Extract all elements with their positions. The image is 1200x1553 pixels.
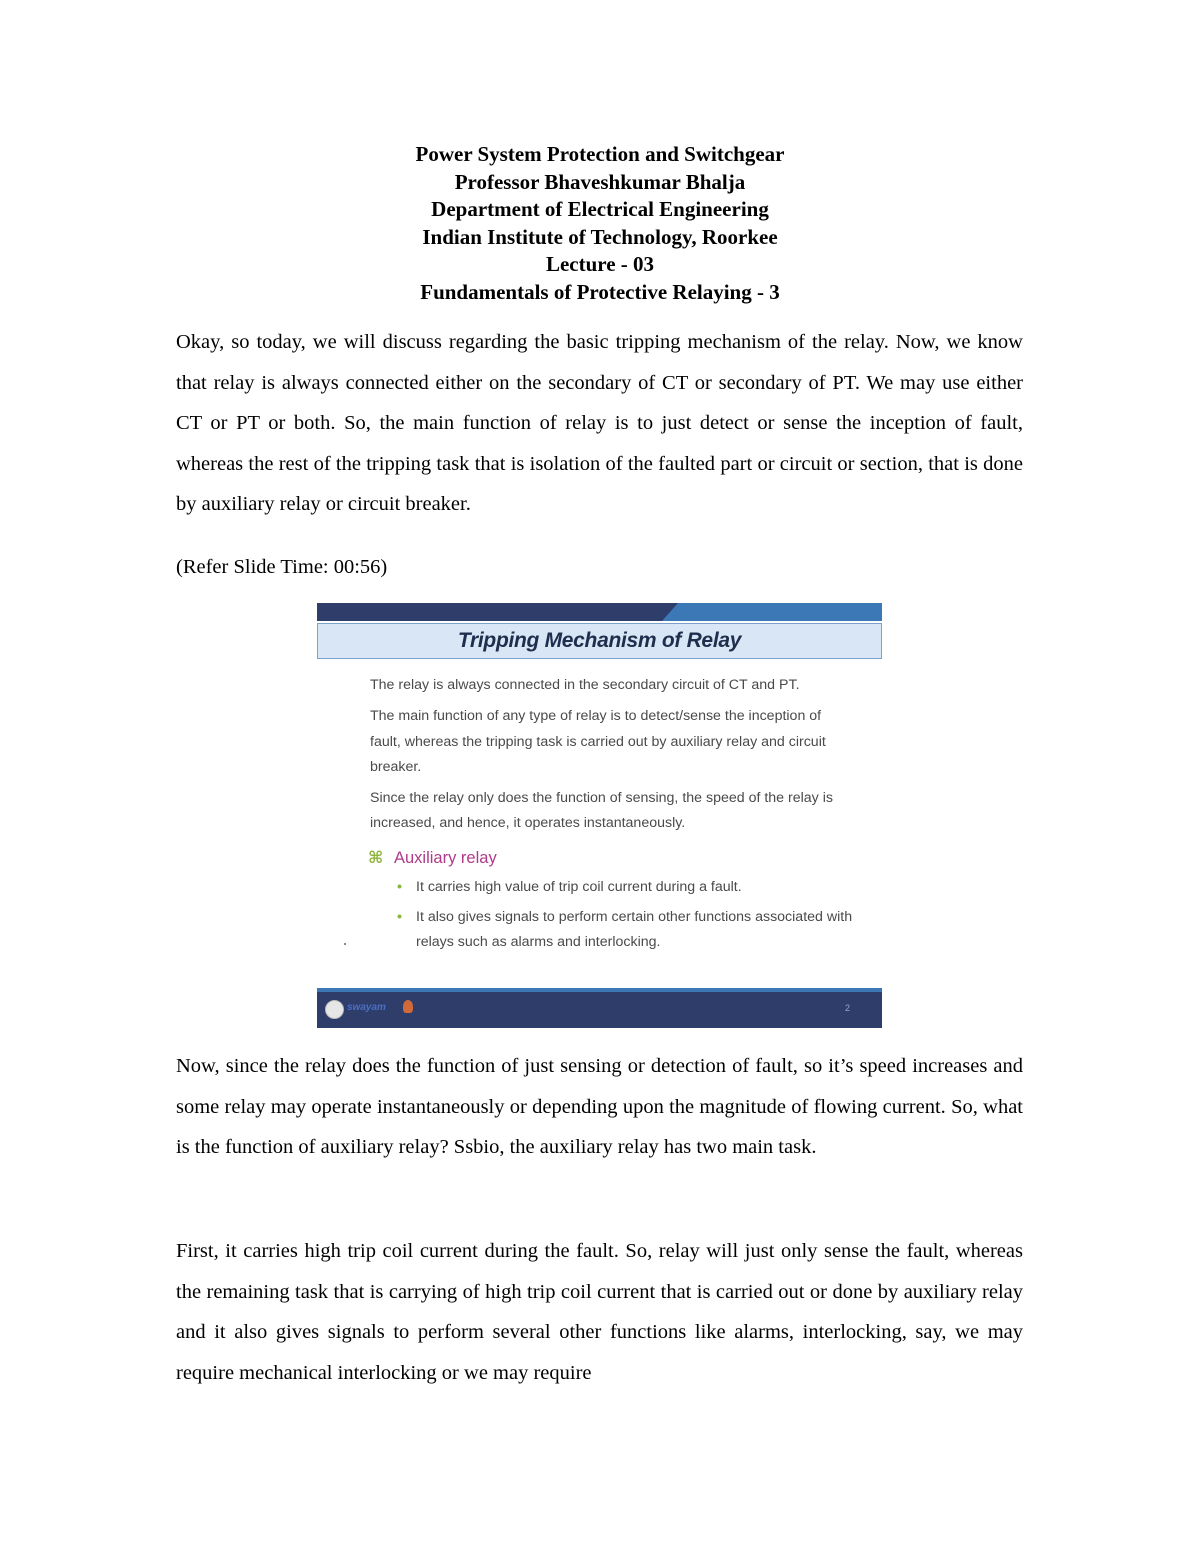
list-item xyxy=(397,905,855,956)
list-item xyxy=(397,875,855,900)
slide-footer xyxy=(317,988,882,1028)
department-name: Department of Electrical Engineering xyxy=(431,197,769,221)
auxiliary-point: It also gives signals to perform certain other functions associated with relays such as alarms and interlocking. xyxy=(416,909,853,951)
lamp-logo-icon xyxy=(403,1000,413,1013)
stray-dot xyxy=(344,943,346,945)
auxiliary-relay-list xyxy=(370,875,855,956)
slide-point: Since the relay only does the function of sensing, the speed of the relay is increased, and hence, it operates instantaneously. xyxy=(370,790,833,832)
bullet-icon: • xyxy=(397,909,402,926)
command-key-icon: ⌘ xyxy=(368,848,384,867)
auxiliary-point: It carries high value of trip coil current during a fault. xyxy=(416,878,742,895)
transcript-paragraph: Okay, so today, we will discuss regarding the basic tripping mechanism of the relay. Now, we know that relay is always connected either on the secondary of CT or secondary of PT. We may use either CT or PT or both. So, the main function of relay is to just detect or sense the inception of fault, whereas the rest of the tripping task that is isolation of the faulted part or circuit or section, that is done by auxiliary relay or circuit breaker. xyxy=(176,331,1023,516)
slide-top-bar-accent xyxy=(662,603,882,621)
slide-point: The main function of any type of relay is to detect/sense the inception of fault, whereas the tripping task is carried out by auxiliary relay and circuit breaker. xyxy=(370,708,826,775)
transcript-paragraph: Now, since the relay does the function of just sensing or detection of fault, so it’s speed increases and some relay may operate instantaneously or depending upon the magnitude of flowing current. So, what is the function of auxiliary relay? Ssbio, the auxiliary relay has two main task. xyxy=(176,1055,1023,1159)
slide-body xyxy=(370,673,855,961)
course-title: Power System Protection and Switchgear xyxy=(415,142,785,166)
slide-title-bar xyxy=(317,623,882,659)
lecture-number: Lecture - 03 xyxy=(545,252,655,276)
institute-name: Indian Institute of Technology, Roorkee xyxy=(422,224,778,249)
auxiliary-relay-label: Auxiliary relay xyxy=(394,848,497,867)
slide-footer-line xyxy=(317,988,882,992)
document-header xyxy=(0,141,1200,306)
lecture-topic: Fundamentals of Protective Relaying - 3 xyxy=(420,279,780,304)
institute-logo-icon xyxy=(325,1000,344,1019)
refer-slide-time: (Refer Slide Time: 00:56) xyxy=(176,556,388,578)
auxiliary-relay-heading xyxy=(370,845,855,871)
transcript-paragraph: First, it carries high trip coil current during the fault. So, relay will just only sense the fault, whereas the remaining task that is carrying of high trip coil current that is carried out or done by auxiliary relay and it also gives signals to perform several other functions like alarms, interlocking, say, we may require mechanical interlocking or we may require xyxy=(176,1240,1023,1384)
lecture-slide-image xyxy=(317,603,882,1028)
swayam-logo: swayam xyxy=(347,1002,386,1013)
slide-page-number: 2 xyxy=(844,1003,850,1013)
bullet-icon: • xyxy=(397,878,402,895)
slide-title: Tripping Mechanism of Relay xyxy=(457,629,742,652)
slide-point: The relay is always connected in the secondary circuit of CT and PT. xyxy=(370,677,800,693)
professor-name: Professor Bhaveshkumar Bhalja xyxy=(454,169,746,194)
